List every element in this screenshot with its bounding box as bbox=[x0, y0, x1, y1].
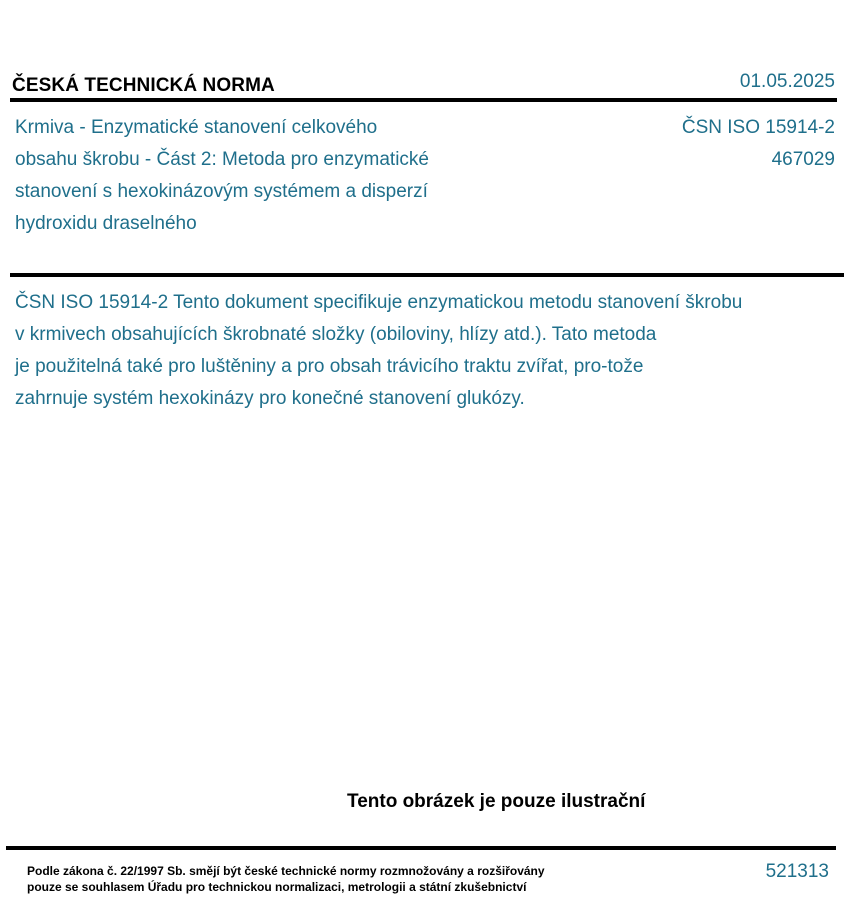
title-line: hydroxidu draselného bbox=[15, 213, 197, 234]
abstract-line: v krmivech obsahujících škrobnaté složky (obiloviny, hlízy atd.). Tato metoda bbox=[15, 324, 657, 345]
abstract-line: ČSN ISO 15914-2 Tento dokument specifikuje enzymatickou metodu stanovení škrobu bbox=[15, 292, 743, 313]
title-line: Krmiva - Enzymatické stanovení celkového bbox=[15, 117, 378, 138]
issue-date: 01.05.2025 bbox=[739, 71, 835, 92]
footer-divider bbox=[6, 846, 836, 850]
abstract-text bbox=[15, 287, 845, 415]
norm-header-label: ČESKÁ TECHNICKÁ NORMA bbox=[12, 75, 275, 96]
title-line: obsahu škrobu - Část 2: Metoda pro enzymatické bbox=[15, 149, 429, 170]
legal-line: pouze se souhlasem Úřadu pro technickou normalizaci, metrologii a státní zkušebnictví bbox=[27, 880, 527, 894]
abstract-line: je použitelná také pro luštěniny a pro obsah trávicího traktu zvířat, pro-tože bbox=[15, 356, 644, 377]
legal-notice bbox=[27, 863, 545, 895]
standard-title bbox=[15, 112, 535, 240]
standard-codes bbox=[682, 112, 835, 176]
title-divider bbox=[10, 273, 844, 277]
header-divider bbox=[10, 98, 837, 102]
title-line: stanovení s hexokinázovým systémem a disperzí bbox=[15, 181, 428, 202]
catalog-number: 521313 bbox=[765, 861, 829, 882]
standard-designation: ČSN ISO 15914-2 bbox=[681, 117, 835, 138]
legal-line: Podle zákona č. 22/1997 Sb. smějí být české technické normy rozmnožovány a rozšiřovány bbox=[27, 864, 545, 878]
illustration-note: Tento obrázek je pouze ilustrační bbox=[347, 791, 646, 812]
abstract-line: zahrnuje systém hexokinázy pro konečné stanovení glukózy. bbox=[15, 388, 525, 409]
class-number: 467029 bbox=[771, 149, 835, 170]
